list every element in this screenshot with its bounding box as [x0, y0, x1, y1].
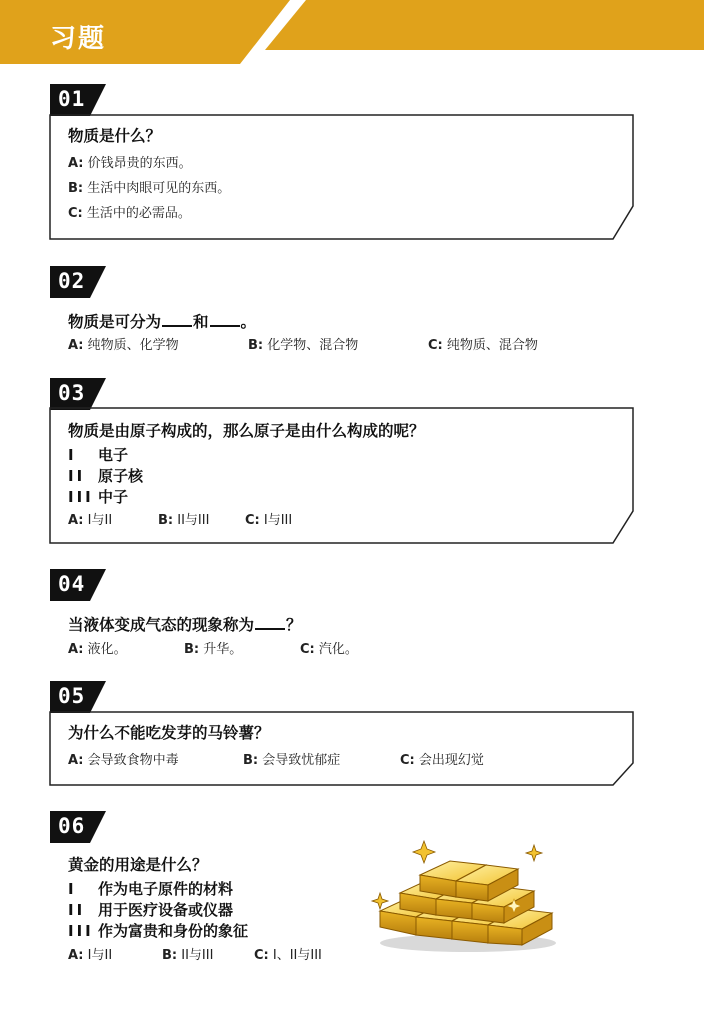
option-text: I与III — [263, 513, 293, 528]
statement-text: 作为电子原件的材料 — [98, 880, 234, 898]
option-text: 化学物、混合物 — [267, 338, 359, 353]
roman-numeral: I — [68, 446, 77, 464]
option-text: 纯物质、化学物 — [87, 338, 179, 353]
option-letter: A: — [68, 948, 84, 963]
option-letter: C: — [68, 206, 83, 221]
option-text: 价钱昂贵的东西。 — [87, 156, 192, 171]
option-text: II与III — [177, 513, 210, 528]
question-number-tab — [50, 378, 106, 410]
option-text: 会导致忧郁症 — [262, 753, 341, 768]
question-number-tab — [50, 681, 106, 713]
question-number: 01 — [58, 87, 86, 111]
answer-option-a[interactable] — [68, 156, 192, 172]
roman-numeral: I — [68, 880, 77, 898]
question-number: 04 — [58, 572, 86, 596]
page-title: 习题 — [50, 24, 107, 54]
answer-option-b[interactable] — [243, 753, 340, 769]
answer-option-c[interactable] — [245, 513, 292, 529]
answer-option-c[interactable] — [300, 642, 358, 658]
option-letter: C: — [245, 513, 260, 528]
question-number: 05 — [58, 684, 86, 708]
answer-option-b[interactable] — [248, 338, 358, 354]
question-number-tab — [50, 84, 106, 116]
answer-option-c[interactable] — [254, 948, 322, 964]
option-text: 生活中的必需品。 — [86, 206, 191, 221]
option-letter: C: — [300, 642, 315, 657]
statement-item — [68, 486, 128, 507]
question-number: 03 — [58, 381, 86, 405]
roman-numeral: II — [68, 901, 86, 919]
answer-option-b[interactable] — [184, 642, 242, 658]
option-letter: C: — [428, 338, 443, 353]
answer-option-c[interactable] — [400, 753, 484, 769]
roman-numeral: III — [68, 922, 94, 940]
question-text — [68, 614, 302, 635]
option-letter: B: — [162, 948, 178, 963]
statement-item — [68, 899, 233, 920]
option-text: I与II — [87, 948, 113, 963]
option-text: 会出现幻觉 — [418, 753, 484, 768]
option-text: 升华。 — [203, 642, 243, 657]
answer-option-c[interactable] — [68, 206, 191, 222]
question-text: 物质是由原子构成的，那么原子是由什么构成的呢？ — [68, 422, 425, 440]
statement-item — [68, 444, 128, 465]
option-letter: A: — [68, 338, 84, 353]
option-letter: A: — [68, 156, 84, 171]
statement-item — [68, 465, 143, 486]
roman-numeral: III — [68, 488, 94, 506]
question-text-part: 。 — [240, 313, 257, 331]
gold-bars-icon — [368, 835, 558, 955]
answer-blank — [162, 311, 192, 327]
option-letter: B: — [158, 513, 174, 528]
answer-option-b[interactable] — [68, 181, 230, 197]
option-text: II与III — [181, 948, 214, 963]
question-text-part: ？ — [286, 616, 302, 634]
statement-text: 电子 — [98, 446, 129, 464]
statement-text: 作为富贵和身份的象征 — [98, 922, 249, 940]
answer-option-b[interactable] — [162, 948, 213, 964]
option-text: 会导致食物中毒 — [87, 753, 179, 768]
question-text-part: 当液体变成气态的现象称为 — [68, 616, 255, 634]
question-text: 物质是什么？ — [68, 127, 162, 145]
statement-item — [68, 920, 248, 941]
option-letter: B: — [68, 181, 84, 196]
answer-blank — [210, 311, 240, 327]
answer-option-b[interactable] — [158, 513, 209, 529]
question-text: 黄金的用途是什么？ — [68, 856, 208, 874]
answer-option-a[interactable] — [68, 753, 179, 769]
option-text: 汽化。 — [318, 642, 358, 657]
statement-item — [68, 878, 233, 899]
statement-text: 用于医疗设备或仪器 — [98, 901, 234, 919]
question-number-tab — [50, 569, 106, 601]
option-text: I、II与III — [272, 948, 322, 963]
answer-option-c[interactable] — [428, 338, 538, 354]
option-letter: B: — [243, 753, 259, 768]
option-letter: B: — [184, 642, 200, 657]
question-number: 02 — [58, 269, 86, 293]
statement-text: 原子核 — [98, 467, 144, 485]
question-text: 为什么不能吃发芽的马铃薯？ — [68, 724, 270, 742]
option-text: 液化。 — [87, 642, 127, 657]
header-banner — [0, 0, 704, 64]
answer-option-a[interactable] — [68, 642, 127, 658]
question-text — [68, 311, 256, 332]
option-letter: C: — [400, 753, 415, 768]
option-text: 生活中肉眼可见的东西。 — [87, 181, 231, 196]
roman-numeral: II — [68, 467, 86, 485]
answer-option-a[interactable] — [68, 948, 112, 964]
answer-option-a[interactable] — [68, 338, 179, 354]
option-text: I与II — [87, 513, 113, 528]
question-text-part: 物质是可分为 — [68, 313, 162, 331]
option-text: 纯物质、混合物 — [446, 338, 538, 353]
option-letter: A: — [68, 642, 84, 657]
option-letter: C: — [254, 948, 269, 963]
answer-option-a[interactable] — [68, 513, 112, 529]
option-letter: A: — [68, 513, 84, 528]
question-number: 06 — [58, 814, 86, 838]
question-number-tab — [50, 811, 106, 843]
question-text-part: 和 — [193, 313, 209, 331]
answer-blank — [255, 614, 285, 630]
option-letter: B: — [248, 338, 264, 353]
question-number-tab — [50, 266, 106, 298]
statement-text: 中子 — [98, 488, 129, 506]
option-letter: A: — [68, 753, 84, 768]
